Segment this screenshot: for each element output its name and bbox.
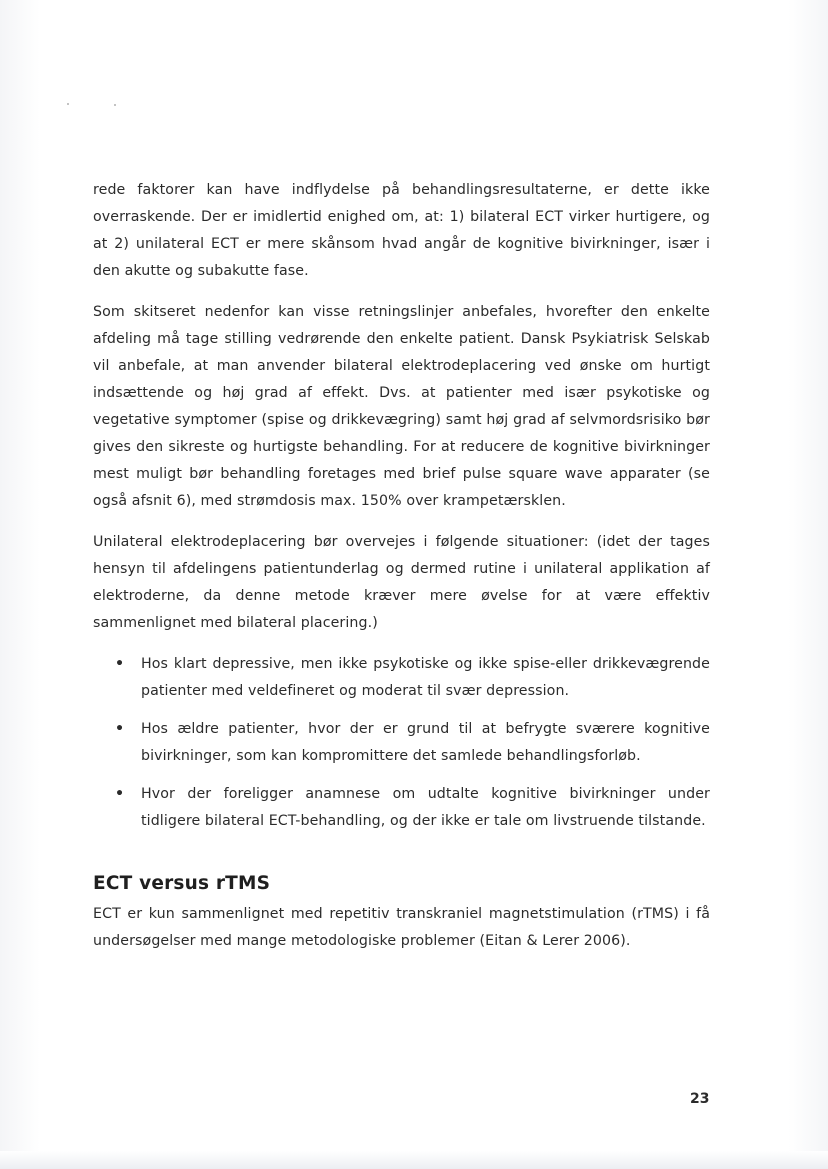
list-item-text: Hvor der foreligger anamnese om udtalte kognitive bivirkninger under tidligere bilateral ECT-behandling, og der ikke er tale om livstruende tilstande. <box>141 786 710 829</box>
paragraph-unilateral: Unilateral elektrodeplacering bør overvejes i følgende situationer: (idet der tages hensyn til afdelingens patientunderlag og dermed rutine i unilateral applikation af elektroderne, da denne metode kræver mere øvelse for at være effektiv sammenlignet med bilateral placering.) <box>93 534 710 631</box>
list-item-text: Hos ældre patienter, hvor der er grund til at befrygte sværere kognitive bivirkninger, som kan kompromittere det samlede behandlingsforløb. <box>141 721 710 764</box>
page-body <box>93 177 710 969</box>
paragraph-guidelines: Som skitseret nedenfor kan visse retningslinjer anbefales, hvorefter den enkelte afdeling må tage stilling vedrørende den enkelte patient. Dansk Psykiatrisk Selskab vil anbefale, at man anvender bilateral elektrodeplacering ved ønske om hurtigt indsættende og høj grad af effekt. Dvs. at patienter med især psykotiske og vegetative symptomer (spise og drikkevægring) samt høj grad af selvmordsrisiko bør gives den sikreste og hurtigste behandling. For at reducere de kognitive bivirkninger mest muligt bør behandling foretages med brief pulse square wave apparater (se også afsnit 6), med strømdosis max. 150% over krampetærsklen. <box>93 304 710 509</box>
paragraph-rtms: ECT er kun sammenlignet med repetitiv transkraniel magnetstimulation (rTMS) i få undersøgelser med mange metodologiske problemer (Eitan & Lerer 2006). <box>93 906 710 949</box>
scan-speck <box>114 104 116 106</box>
scan-speck <box>67 103 69 105</box>
bullet-icon: • <box>115 721 125 737</box>
list-item <box>93 651 710 705</box>
bullet-list <box>93 651 710 835</box>
paragraph-continuation: rede faktorer kan have indflydelse på behandlingsresultaterne, er dette ikke overraskende. Der er imidlertid enighed om, at: 1) bilateral ECT virker hurtigere, og at 2) unilateral ECT er mere skånsom hvad angår de kognitive bivirkninger, især i den akutte og subakutte fase. <box>93 182 710 279</box>
bullet-icon: • <box>115 786 125 802</box>
scan-bottom-edge <box>0 1151 828 1169</box>
section-heading: ECT versus rTMS <box>93 873 271 894</box>
list-item <box>93 781 710 835</box>
bullet-icon: • <box>115 656 125 672</box>
page-number: 23 <box>690 1091 710 1107</box>
list-item <box>93 716 710 770</box>
list-item-text: Hos klart depressive, men ikke psykotiske og ikke spise-eller drikkevægrende patienter med veldefineret og moderat til svær depression. <box>141 656 710 699</box>
